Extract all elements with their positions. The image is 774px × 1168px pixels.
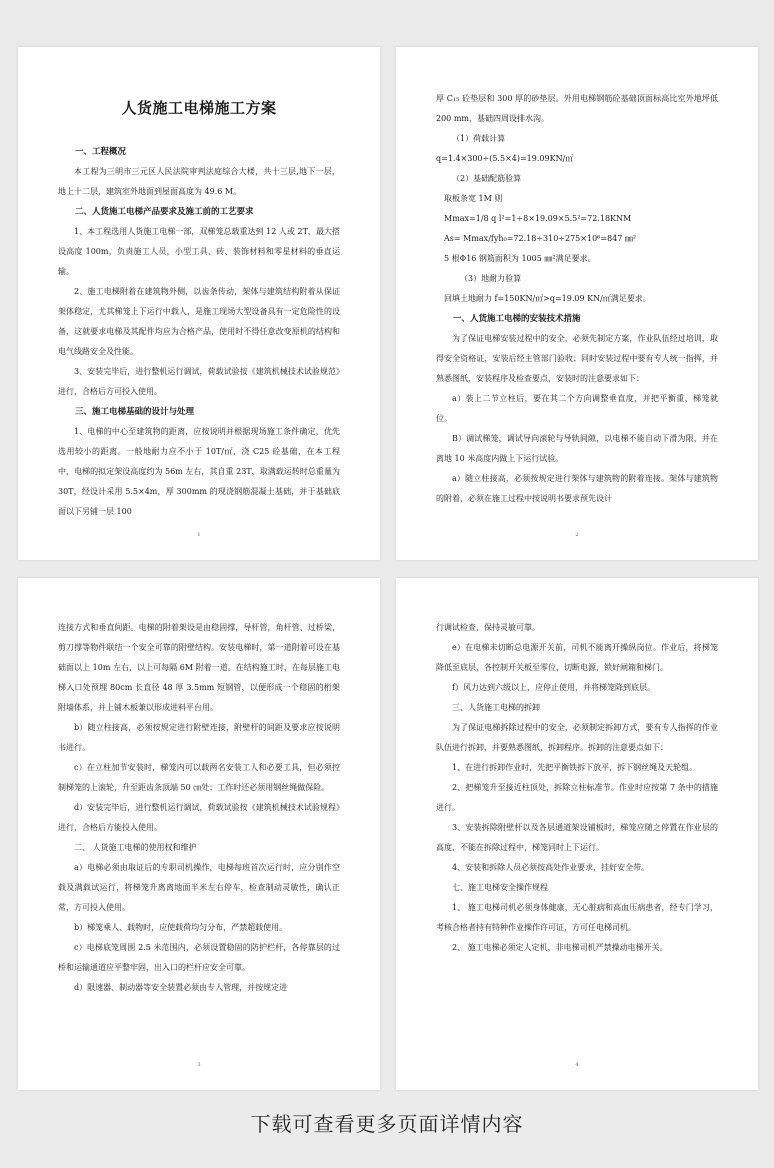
paragraph: B）调试梯笼，调试导向滚轮与导轨间隙，以电梯不能自动下滑为限，并在离地 10 米高度内做上下运行试验。 [436,434,718,463]
calc-label: （3）地耐力验算 [460,274,522,283]
paragraph: 2、 施工电梯必须定人定机，非电梯司机严禁操动电梯开关。 [452,943,668,952]
calc-label: （2）基础配筋验算 [452,174,522,183]
paragraph: 4、安装和拆除人员必须按高处作业要求，挂好安全带。 [452,863,650,872]
paragraph: 1、本工程选用人货施工电梯一部，双梯笼总载重达到 12 人或 2T、最大搭设高度 100m，负责施工人员，小型工具、砖、装饰材料和零星材料的垂直运输。 [58,227,340,276]
calc-formula: q=1.4×300÷(5.5×4)=19.09KN/㎡ [436,154,574,163]
paragraph: 连接方式和垂直间距。电梯的附着架设是由稳固撑，导杆管，角杆管、过桥梁，剪刀撑等物件联结一个安全可靠的附壁结构。安装电梯时，第一道附着可设在基础面以上 10m 左右，以上可每隔 6M 附着一道。在结构施工时，在每层施工电梯入口处预埋 80cm 长直径 48 厚 3.5mm 短钢管，以便形成一个稳固的桁架附墙体系，并上铺木板兼以形成进料平台用。 [58,623,340,712]
section-heading-requirements: 二、人货施工电梯产品要求及施工前的工艺要求 [75,207,254,217]
calc-line: 5 根Φ16 钢筋面积为 1005 ㎜²满足要求。 [444,254,596,263]
page-number: 2 [575,532,579,538]
paragraph: a）装上二节立柱后，要在其二个方向调整垂直度，并把平衡重，梯笼就位。 [436,394,718,423]
paragraph: 1、在进行拆卸作业时，先把平衡铁拆下放平，拆下钢丝绳及天轮组。 [452,763,698,772]
paragraph: 1、 施工电梯司机必须身体健康，无心脏病和高血压病患者，经专门学习，考核合格者持有特种作业操作许可证，方可任电梯司机。 [436,903,718,932]
paragraph: c）在立柱加节安装时，梯笼内可以载两名安装工人和必要工具，但必须控制梯笼的上滚轮，升至距齿条顶端 50 ㎝处；工作时还必须用钢丝绳做保险。 [58,763,340,792]
paragraph: a）随立柱接高，必须按规定进行架体与建筑物的附着连接。架体与建筑物的附着，必须在施工过程中按说明书要求预先设计 [436,474,718,503]
calc-label: （1）荷载计算 [452,134,506,143]
paragraph: b）随立柱接高，必须按规定进行附壁连接，附壁杆的间距及要求应按说明书进行。 [58,723,340,752]
section-heading-usage: 二、 人货施工电梯的使用权和维护 [74,843,197,852]
section-heading-foundation: 三、施工电梯基础的设计与处理 [75,407,195,417]
calc-line: As= Mmax/fyh₀=72.18÷310÷275×10⁶=847 ㎜² [444,234,637,243]
paragraph: 本工程为三明市三元区人民法院审判法庭综合大楼，共十三层,地下一层，地上十二层，建筑室外地面到屋面高度为 49.6 M。 [58,167,340,196]
paragraph: 行调试检查，保持灵敏可靠。 [436,623,540,632]
paragraph: 1、电梯的中心至建筑物的距离，应按说明并根据现场施工条件确定，优先选用较小的距离。一般地耐力应不小于 10T/㎡，浇 C25 砼基础，在本工程中，电梯的拟定架设高度约为 56m 左右，其自重 23T，取满载运转时总重量为 30T，经设计采用 5.5×4m，厚 300mm 的现浇钢筋混凝土基础，并于基础底面以下另铺一层 100 [58,427,340,516]
paragraph: f）风力达到六级以上，应停止使用，并将梯笼降到底层。 [452,683,655,692]
paragraph: 3、安装完毕后，进行整机运行调试，荷载试验按《建筑机械技术试验规范》进行，合格后方可投入使用。 [58,367,340,396]
document-title: 人货施工电梯施工方案 [121,99,277,117]
paragraph: 2、把梯笼升至接近柱顶处，拆除立柱标准节。作业时应按第 7 条中的措施进行。 [436,783,718,812]
calc-line: Mmax=1/8 q l²=1÷8×19.09×5.5²=72.18KNM [444,214,632,223]
paragraph: 2、施工电梯附着在建筑物外侧，以齿条传动，架体与建筑结构附着从保证架体稳定，尤其梯笼上下运行中载人，是施工现场大型设备具有一定危险性的设备，这就要求电梯及其配件均应为合格产品，使用时不得任意改变原机的结构和电气线路安全及性能。 [58,287,340,356]
paragraph: e）在电梯未切断总电源开关前，司机不能离开操纵岗位。作业后，将梯笼降低至底层，各控制开关板至零位，切断电源，锁好闸箱和梯门。 [436,643,718,672]
document-page-2 [396,47,758,560]
page-number: 4 [575,1062,579,1068]
calc-line: 取板条宽 1M 则 [444,194,503,203]
paragraph: a）电梯必须由取证后的专职司机操作，电梯每班首次运行时，应分别作空载及满载试运行，将梯笼升离离地面半米左右停车，检查制动灵敏性，确认正常，方可投入使用。 [58,863,340,912]
paragraph: 厚 C₁₅ 砼垫层和 300 厚的砂垫层。外用电梯钢筋砼基础顶面标高比室外地坪低 200 mm，基础四周设排水沟。 [436,94,718,123]
paragraph: d）限速器、制动器等安全装置必须由专人管理，并按规定进 [74,983,288,992]
paragraph: b）梯笼乘人、载物时，应使载荷均匀分布，严禁超载使用。 [74,923,288,932]
document-page-4 [396,578,758,1090]
paragraph: 为了保证电梯安装过程中的安全，必须先制定方案，作业队伍经过培训，取得安全资格证，安装后经主管部门验收；同时安装过程中要有专人统一指挥，并熟悉图纸，安装程序及检查要点，安装时的注意要求如下： [436,334,718,383]
paragraph: 3、安装拆除附壁杆以及各层通道架设铺板时，梯笼应随之停置在作业层的高度，不能在拆除过程中，梯笼同时上下运行。 [436,823,718,852]
paragraph: 为了保证电梯拆除过程中的安全，必须制定拆卸方式，要有专人指挥的作业队伍进行拆卸，并要熟悉图纸，拆卸程序。拆卸的注意要点如下： [436,723,718,752]
section-heading-installation: 一、人货施工电梯的安装技术措施 [453,314,581,324]
download-more-prompt[interactable]: 下载可查看更多页面详情内容 [250,1112,524,1136]
page-number: 1 [197,532,201,538]
paragraph: c）电梯底笼周围 2.5 米范围内，必须设置稳固的防护栏杆，各停靠层的过桥和运输通道应平整牢固，出入口的栏杆应安全可靠。 [58,943,340,972]
section-heading-dismantle: 三、人货施工电梯的拆卸 [452,703,540,712]
section-heading-overview: 一、工程概况 [75,147,127,157]
page-number: 3 [197,1062,201,1068]
document-page-1 [18,47,380,560]
calc-line: 回填土地耐力 f=150KN/㎡>q=19.09 KN/㎡满足要求。 [444,294,651,303]
document-page-3 [18,578,380,1090]
paragraph: d）安装完毕后，进行整机运行调试，荷载试验按《建筑机械技术试验规程》进行，合格后方能投入使用。 [58,803,340,832]
section-heading-safety: 七、施工电梯安全操作规程 [452,883,548,892]
